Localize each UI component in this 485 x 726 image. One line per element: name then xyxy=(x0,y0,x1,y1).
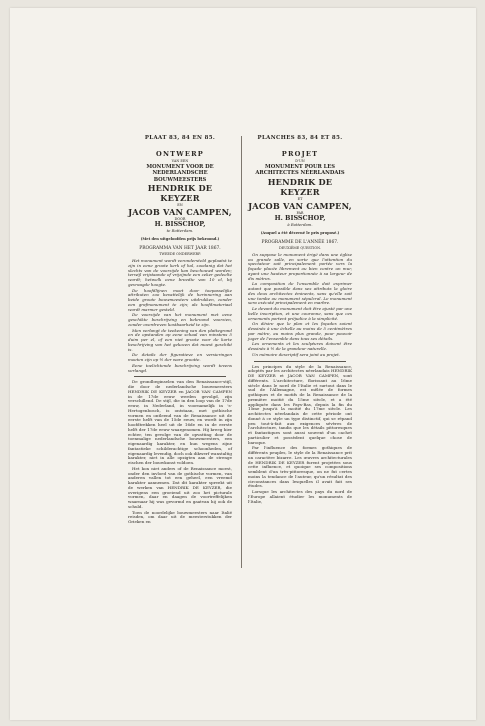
award-note: (Auquel a été décerné le prix proposé.) xyxy=(260,230,340,235)
paragraph: On désire que le plan et les façades soient dessinés à une échelle au moins de 5 centimètres par mètre, au moins plus grande, pour pouvoir juger de l'ensemble dans tous ses détails. xyxy=(248,321,352,341)
plate-number: PLAAT 83, 84 EN 85. xyxy=(144,135,216,141)
paragraph: La composition de l'ensemble doit exprimer autant que possible dans ses attributs la gloire des deux architectes éminents, sans qu'elle soit une tombe ou monument sépulcral. Le monument sera exécuté principalement en marbre. xyxy=(248,281,352,306)
paragraph: De details der figuratieve en versieringen moeten zijn op ½ der ware grootte. xyxy=(128,352,232,363)
programme-heading: PROGRAMME DE L'ANNÉE 1867. xyxy=(261,239,339,245)
conjunction: ET xyxy=(297,196,303,201)
title-ontwerp: ONTWERP xyxy=(156,150,204,158)
column-divider xyxy=(241,136,242,568)
architect-name-2: JACOB VAN CAMPEN, xyxy=(248,200,352,211)
title-monument: MONUMENT VOOR DE NEDERLANDSCHE xyxy=(146,164,214,177)
author-name: H. BISSCHOP, xyxy=(154,220,206,229)
title-bouwmeesters: BOUWMEESTERS xyxy=(153,176,207,183)
paragraph: Les ornements et les sculptures doivent être dessinés à ½ de la grandeur naturelle. xyxy=(248,341,352,352)
paragraph: Par l'influence des formes gothiques de différents peuples, le style de la Renaissance prit un caractère bizarre. Les œuvres architecturales de HENDRIK DE KEYZER furent projetées sous cette influence, et quoique ses compositions semblent d'un très-pittoresque, on ne fut certes moins la tendance de l'auteur, qu'un résultat des circonstances dans lesquelles il avait fait ses études. xyxy=(248,445,352,489)
paragraph: Les principes du style de la Renaissance, adoptés par les architectes néerlandais HENDRIK DE KEYZER et JACOB VAN CAMPEN, sont différents. L'architecture, florissant au 16me siècle dans le nord de l'Italie et surtout dans le sud de l'Allemagne, est mêlée de formes gothiques et de motifs de la Renaissance de la première moitié du 15me siècle, et a été appliquée dans les Pays-Bas, depuis la fin du 15me jusqu'à la moitié du 17me siècle. Les architectes néerlandais de cette période ont donné à ce style un type distinctif, qui se répand peu tout-à-fait aux exigences sévères de l'architecture, tandis que les détails pittoresques et fantastiques sont aussi souvent d'un cachet particulier et possèdent quelque chose de baroque. xyxy=(248,363,352,445)
paragraph: De hoofdlijnen moet door toepasselijke attributen zoo bevattelijk de herinnering aan beide groote bouwmeesters uitdrukken, zonder een grafmonument te zijn; als hoofdmateriaal wordt marmer gesteld. xyxy=(128,287,232,312)
paragraph: Het monument wordt verondersteld geplaatst te zijn in eene groote kerk of hal, zoodanig dat het slechts van de voorzijde kan beschouwd worden; terwijl vrijstaande of vrijzijnde een zeker gedeelte wordt; hetwelk eene breedte van 10 el, bij gevraagde hoogte. xyxy=(128,258,232,287)
title-projet: PROJET xyxy=(281,150,319,158)
author-place: te Rotterdam. xyxy=(166,228,194,234)
award-note: (Met den uitgeloofden prijs bekroond.) xyxy=(140,237,220,242)
title-van-een: VAN EEN xyxy=(171,159,189,163)
by-label: DOOR xyxy=(174,217,186,222)
programme-heading: PROGRAMMA VAN HET JAAR 1867. xyxy=(139,246,221,252)
paragraph: De voorzijde van het monument met eene geschikte beschrijving en bekroond voorzien, zonder overdreven kostbaarheid te zijn. xyxy=(128,312,232,327)
body-text xyxy=(248,365,352,505)
paragraph: Eene toelichtende beschrijving wordt tevens verlangd. xyxy=(128,362,232,373)
architect-name-1: HENDRIK DE KEYZER xyxy=(147,183,213,204)
plate-number: PLANCHES 83, 84 ET 85. xyxy=(257,135,343,141)
paragraph: Toen de noordelijke bouwmeesters naar Italië reisden, om daar uit de meesterstukken der Grieken en xyxy=(128,509,232,525)
programme-text xyxy=(248,253,352,358)
by-label: PAR xyxy=(296,210,304,215)
paragraph: Le devant du monument doit être ajusté par une belle inscription, et une couronne, sans que ces ornements portent préjudice à la simplicité. xyxy=(248,306,352,321)
programme-text xyxy=(128,259,232,373)
dutch-column xyxy=(128,135,232,526)
title-d-un: D'UN xyxy=(295,159,305,163)
question-heading: TWEEDE ONDERWERP. xyxy=(159,252,201,257)
french-column xyxy=(248,135,352,505)
architect-name-2: JACOB VAN CAMPEN, xyxy=(128,207,232,218)
conjunction: EN xyxy=(177,203,183,208)
body-text xyxy=(128,380,232,525)
paragraph: Un mémoire descriptif sera joint au projet. xyxy=(252,351,341,357)
author-name: H. BISSCHOP, xyxy=(274,213,326,222)
paragraph: On suppose le monument érigé dans une église ou grande salle, en sorte que l'attention du spectateur soit principalement portée vers la façade placée librement ou bien contre un mur, ayant une hauteur proportionnée à sa largeur de dix mètres. xyxy=(248,251,352,281)
paragraph: Men verlangt de teekening van den plattegrond en de opstanden op eene schaal van minstens 5 duim per el, of een niet groote voor de korte beschrijving van het gekozen dat moest geschikt is. xyxy=(128,327,232,352)
paragraph: De grondbeginselen van den Renaissance-stijl, die door de nederlandsche bouwmeesters HENDRIK DE KEYZER en JACOB VAN CAMPEN in de 17de eeuw werden gevolgd, zijn verschillend. De stijl, die in den loop van de 17de eeuw, in Nederland, in voornamelijk in 's-Hertogenbosch, is ontstaan, met gothische vormen en ontleend van de Renaissance uit de eerste helft van de 15de eeuw, en wordt in zijn hoofdtrekken heel uit de 16de en in de eerste helft der 17de eeuw waargenomen. Hij kreeg hier echter, ten gevolge van de opvatting door de toenmalige nederlandsche bouwmeesters, een eigenaardig karakter, en hun wegens zijne fantastieke schilderachtige schoonheden, of eigenaardig levendig, doch ook dikwerf wanstaltig karakter, niet in alle opzigten aan de strenge eischen der bouwkunst voldoen. xyxy=(128,379,232,466)
paragraph: Lorsque les architectes des pays du nord de l'Europe allaient étudier les monuments de l'Italie, xyxy=(248,489,352,504)
title-monument: MONUMENT POUR LES ARCHITECTES NÉERLANDAIS xyxy=(255,164,345,177)
architect-name-1: HENDRIK DE KEYZER xyxy=(267,176,333,197)
document-page xyxy=(10,8,476,720)
question-heading: DEUXIÈME QUESTION. xyxy=(279,245,321,250)
author-place: à Rotterdam. xyxy=(287,221,313,227)
section-rule xyxy=(134,376,226,377)
paragraph: Het kon niet anders of de Renaissance moest, onder den invloed van de gothische vormen, van anderen vallen tot een geheel, een vreemd karakter aannemen. Dat dit karakter spreekt uit de werken van HENDRIK DE KEYZER, die overigens een groeiend uit zoo het picturale vormen, daar en daagen de voortreffelijken waarnaar hij was gevormd en gaatvan hij ook de schuld. xyxy=(128,465,232,509)
section-rule xyxy=(254,361,346,362)
